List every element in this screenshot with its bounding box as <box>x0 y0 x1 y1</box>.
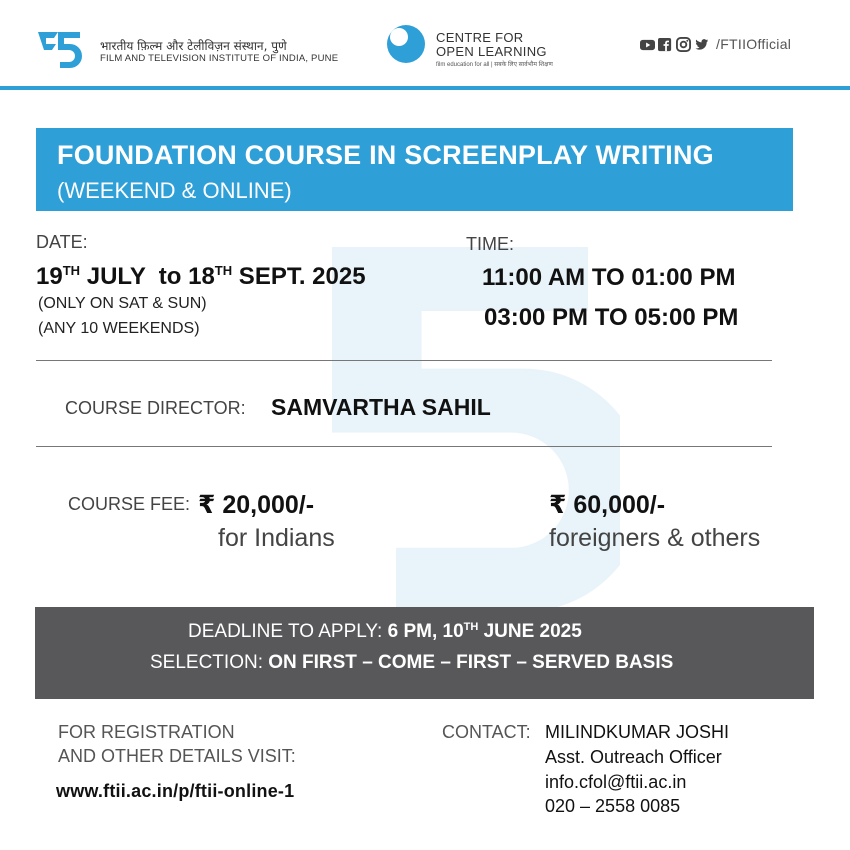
header-divider <box>0 86 850 90</box>
deadline-value-prefix: 6 PM, 10 <box>387 621 464 642</box>
selection-label: SELECTION: <box>150 652 269 673</box>
registration-line1: FOR REGISTRATION <box>58 722 235 742</box>
course-subtitle: (WEEKEND & ONLINE) <box>57 178 292 203</box>
registration-line2: AND OTHER DETAILS VISIT: <box>58 746 296 766</box>
divider-top <box>36 360 772 361</box>
contact-phone: 020 – 2558 0085 <box>545 796 681 816</box>
selection-line <box>150 652 673 674</box>
cfol-logo-icon <box>386 24 426 64</box>
fee-indian-note: for Indians <box>218 524 335 552</box>
time-label: TIME: <box>466 234 514 254</box>
date-end-suffix: TH <box>214 263 233 278</box>
date-note-weekends: (ANY 10 WEEKENDS) <box>38 320 200 337</box>
fee-indian-amount: ₹ 20,000/- <box>198 491 315 519</box>
divider-bottom <box>36 446 772 447</box>
cfol-tagline: film education for all | सबके लिए सार्वभौम शिक्षण <box>436 62 553 68</box>
time-slot-morning: 11:00 AM TO 01:00 PM <box>482 264 736 291</box>
ftii-name-english: FILM AND TELEVISION INSTITUTE OF INDIA, PUNE <box>100 53 339 64</box>
registration-url-link[interactable]: www.ftii.ac.in/p/ftii-online-1 <box>56 781 295 801</box>
deadline-label: DEADLINE TO APPLY: <box>188 621 388 642</box>
date-label: DATE: <box>36 232 88 252</box>
youtube-icon[interactable] <box>640 37 655 52</box>
course-title: FOUNDATION COURSE IN SCREENPLAY WRITING <box>57 140 714 170</box>
cfol-name-line1: CENTRE FOR <box>436 30 524 45</box>
date-note-days: (ONLY ON SAT & SUN) <box>38 295 207 312</box>
contact-label: CONTACT: <box>442 722 531 742</box>
contact-email-link[interactable]: info.cfol@ftii.ac.in <box>545 772 687 792</box>
fee-foreign-note: foreigners & others <box>549 524 761 552</box>
contact-role: Asst. Outreach Officer <box>545 747 722 767</box>
date-range <box>36 263 366 291</box>
cfol-name-line2: OPEN LEARNING <box>436 44 547 59</box>
course-director-name: SAMVARTHA SAHIL <box>271 394 491 420</box>
date-start-day: 19 <box>36 263 63 290</box>
selection-value: ON FIRST – COME – FIRST – SERVED BASIS <box>268 652 674 673</box>
ftii-name-hindi: भारतीय फ़िल्म और टेलीविज़न संस्थान, पुणे <box>100 39 287 53</box>
twitter-icon[interactable] <box>694 37 709 52</box>
date-end-month: SEPT. 2025 <box>232 263 366 290</box>
course-director-label: COURSE DIRECTOR: <box>65 398 246 418</box>
contact-name: MILINDKUMAR JOSHI <box>545 722 730 742</box>
ftii-logo-icon <box>36 24 82 72</box>
social-handle: /FTIIOfficial <box>716 36 792 52</box>
date-end-day: 18 <box>188 263 215 290</box>
date-start-month: JULY to <box>80 263 189 290</box>
fee-foreign-amount: ₹ 60,000/- <box>549 491 666 519</box>
course-fee-label: COURSE FEE: <box>68 494 191 514</box>
date-start-suffix: TH <box>62 263 81 278</box>
facebook-icon[interactable] <box>658 37 673 52</box>
deadline-value-rest: JUNE 2025 <box>478 621 582 642</box>
time-slot-afternoon: 03:00 PM TO 05:00 PM <box>484 304 739 331</box>
deadline-value-suffix: TH <box>463 621 479 633</box>
deadline-line <box>188 621 582 643</box>
social-links <box>640 36 791 52</box>
instagram-icon[interactable] <box>676 37 691 52</box>
